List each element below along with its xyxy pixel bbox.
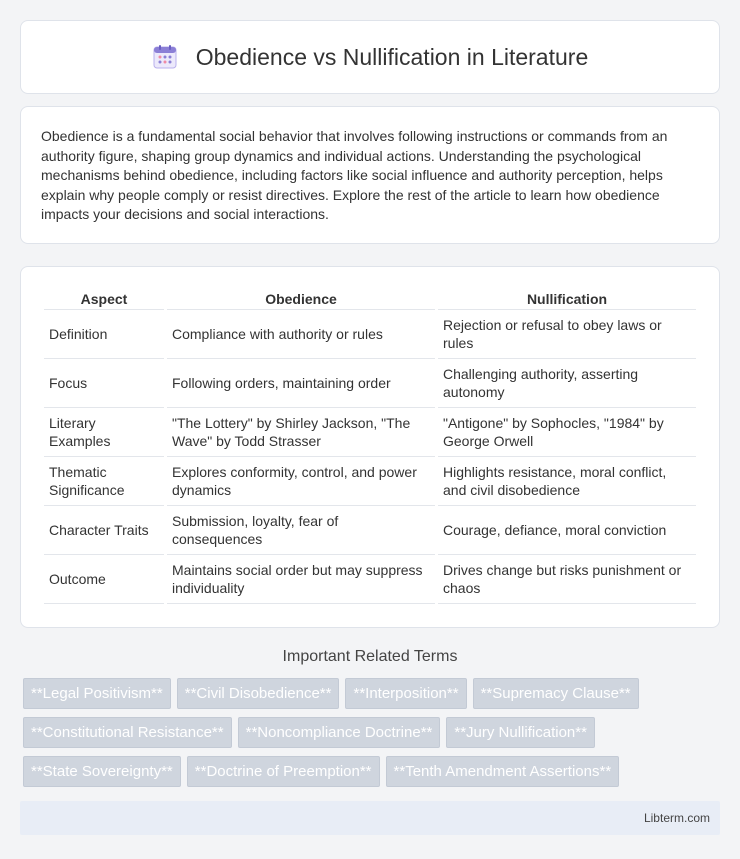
page-title: Obedience vs Nullification in Literature bbox=[195, 43, 589, 70]
table-row bbox=[44, 408, 696, 457]
header-obedience: Obedience bbox=[167, 287, 435, 310]
footer-brand-link[interactable]: Libterm.com bbox=[643, 811, 710, 825]
header-nullification: Nullification bbox=[438, 287, 696, 310]
table-row bbox=[44, 310, 696, 359]
header-card bbox=[20, 20, 720, 94]
cell-obedience: Maintains social order but may suppress individuality bbox=[167, 555, 435, 604]
footer bbox=[20, 801, 720, 835]
calendar-icon bbox=[152, 44, 178, 70]
comparison-table-card bbox=[20, 266, 720, 628]
related-term-tag[interactable]: **Civil Disobedience** bbox=[177, 678, 340, 709]
cell-aspect: Character Traits bbox=[44, 506, 164, 555]
cell-nullification: Courage, defiance, moral conviction bbox=[438, 506, 696, 555]
related-term-tag[interactable]: **Constitutional Resistance** bbox=[23, 717, 232, 748]
related-term-tag[interactable]: **Interposition** bbox=[345, 678, 466, 709]
cell-nullification: Highlights resistance, moral conflict, and civil disobedience bbox=[438, 457, 696, 506]
table-header-row bbox=[44, 287, 696, 310]
header-aspect: Aspect bbox=[44, 287, 164, 310]
cell-aspect: Focus bbox=[44, 359, 164, 408]
related-term-tag[interactable]: **State Sovereignty** bbox=[23, 756, 181, 787]
cell-aspect: Definition bbox=[44, 310, 164, 359]
intro-paragraph: Obedience is a fundamental social behavior that involves following instructions or commands from an authority figure, shaping group dynamics and individual actions. Understanding the psychological mechanisms behind obedience, including factors like social influence and authority perception, helps explain why people comply or resist directives. Explore the rest of the article to learn how obedience impacts your decisions and social interactions. bbox=[41, 128, 668, 223]
cell-nullification: Rejection or refusal to obey laws or rules bbox=[438, 310, 696, 359]
cell-nullification: "Antigone" by Sophocles, "1984" by George Orwell bbox=[438, 408, 696, 457]
cell-obedience: Submission, loyalty, fear of consequences bbox=[167, 506, 435, 555]
table-row bbox=[44, 359, 696, 408]
cell-obedience: Following orders, maintaining order bbox=[167, 359, 435, 408]
comparison-table bbox=[41, 287, 699, 604]
cell-obedience: Compliance with authority or rules bbox=[167, 310, 435, 359]
table-row bbox=[44, 555, 696, 604]
table-row bbox=[44, 506, 696, 555]
related-terms-list bbox=[0, 678, 740, 787]
related-term-tag[interactable]: **Noncompliance Doctrine** bbox=[238, 717, 441, 748]
intro-card bbox=[20, 106, 720, 244]
table-row bbox=[44, 457, 696, 506]
cell-obedience: Explores conformity, control, and power dynamics bbox=[167, 457, 435, 506]
related-term-tag[interactable]: **Tenth Amendment Assertions** bbox=[386, 756, 620, 787]
related-terms-title: Important Related Terms bbox=[282, 648, 458, 665]
cell-obedience: "The Lottery" by Shirley Jackson, "The Wave" by Todd Strasser bbox=[167, 408, 435, 457]
cell-nullification: Drives change but risks punishment or chaos bbox=[438, 555, 696, 604]
cell-nullification: Challenging authority, asserting autonomy bbox=[438, 359, 696, 408]
related-term-tag[interactable]: **Jury Nullification** bbox=[446, 717, 595, 748]
related-term-tag[interactable]: **Legal Positivism** bbox=[23, 678, 171, 709]
cell-aspect: Literary Examples bbox=[44, 408, 164, 457]
cell-aspect: Thematic Significance bbox=[44, 457, 164, 506]
cell-aspect: Outcome bbox=[44, 555, 164, 604]
related-term-tag[interactable]: **Supremacy Clause** bbox=[473, 678, 639, 709]
related-term-tag[interactable]: **Doctrine of Preemption** bbox=[187, 756, 380, 787]
